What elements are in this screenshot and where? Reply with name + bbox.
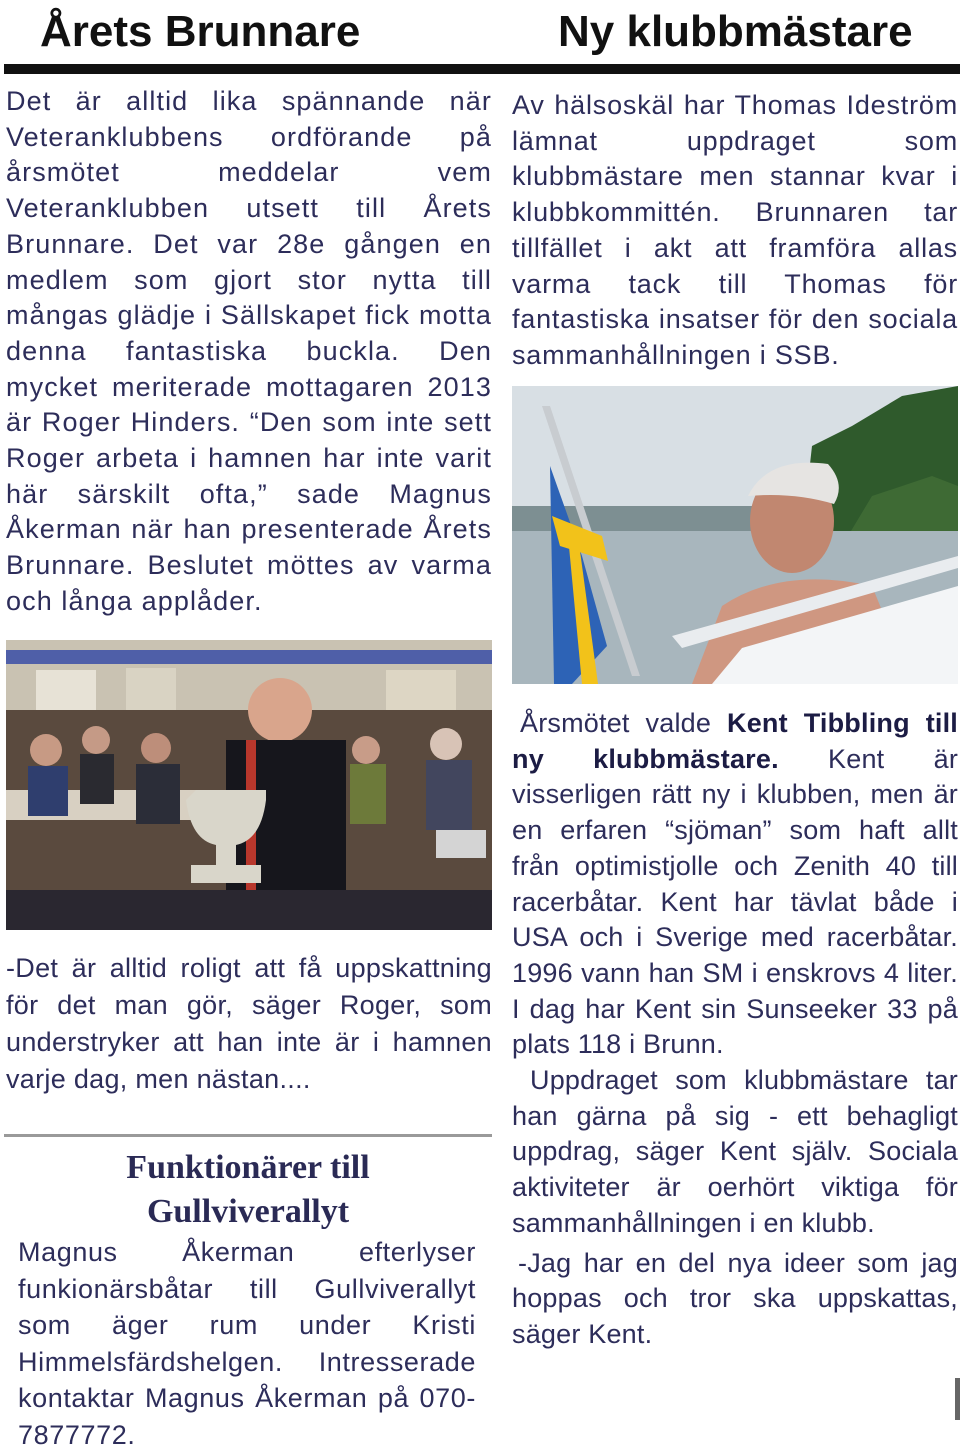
page-edge-mark — [955, 1378, 960, 1420]
notice-title-line1: Funktionärer till — [126, 1149, 370, 1186]
right-intro-paragraph: Av hälsoskäl har Thomas Ideström lämnat uppdraget som klubbmästare men stannar kvar i klubbkommittén. Brunnaren tar tillfället i akt att framföra allas varma tack till Thomas för fantastiska insatser för den sociala sammanhållningen i SSB. — [512, 90, 958, 370]
headline-ny-klubbmastare: Ny klubbmästare — [558, 7, 913, 56]
notice-title-line2: Gullviverallyt — [146, 1193, 350, 1230]
right-paragraph-1 — [512, 706, 958, 1063]
headline-rule — [4, 64, 960, 74]
right-article-body — [512, 706, 958, 1353]
left-article-body — [6, 84, 492, 620]
notice-title — [4, 1146, 492, 1234]
trophy-ceremony-image — [6, 640, 492, 930]
notice-paragraph: Magnus Åkerman efterlyser funkionärsbåtar till Gullviverallyt som äger rum under Kristi Himmelsfärdshelgen. Intresserade kontaktar Magnus Åkerman på 070-7877772. — [18, 1237, 476, 1450]
headline-arets-brunnare: Årets Brunnare — [40, 7, 361, 56]
right-paragraph-3: -Jag har en del nya ideer som jag hoppas och tror ska uppskattas, säger Kent. — [512, 1247, 958, 1349]
photo-trophy-ceremony — [6, 640, 492, 930]
kent-boat-image — [512, 386, 958, 684]
para1-lead: Årsmötet valde — [520, 708, 727, 738]
new-klubbmastare-name: Kent Tibbling till ny klubbmästare. — [512, 708, 958, 774]
notice-body — [18, 1234, 476, 1453]
section-separator — [4, 1134, 492, 1137]
right-paragraph-2: Uppdraget som klubbmästare tar han gärna på sig - ett behagligt uppdrag, säger Kent själv. Sociala aktiviteter är oerhört viktiga för sammanhållningen i en klubb. — [512, 1065, 958, 1238]
para1-rest: Kent är visserligen rätt ny i klubben, men är en erfaren “sjöman” som haft allt från optimistjolle och Zenith 40 till racerbåtar. Kent har tävlat både i USA och i Sverige med racerbåtar. 1996 vann han SM i enskrovs 4 liter. I dag har Kent sin Sunseeker 33 på plats 118 i Brunn. — [512, 743, 959, 1060]
photo-kent-in-boat — [512, 386, 958, 684]
right-article-intro — [512, 88, 958, 374]
left-article-quote — [6, 950, 492, 1098]
left-article-paragraph: Det är alltid lika spännande när Veteranklubbens ordförande på årsmötet meddelar vem Veteranklubben utsett till Årets Brunnare. Det var 28e gången en medlem som gjort stor nytta till mångas glädje i Sällskapet fick motta denna fantastiska buckla. Den mycket meriterade mottagaren 2013 är Roger Hinders. “Den som inte sett Roger arbeta i hamnen har inte varit här särskilt ofta,” sade Magnus Åkerman när han presenterade Årets Brunnare. Beslutet möttes av varma och långa applåder. — [6, 86, 492, 616]
quote-paragraph: -Det är alltid roligt att få uppskattning för det man gör, säger Roger, som understryker att han inte är i hamnen varje dag, men nästan.... — [6, 953, 492, 1094]
